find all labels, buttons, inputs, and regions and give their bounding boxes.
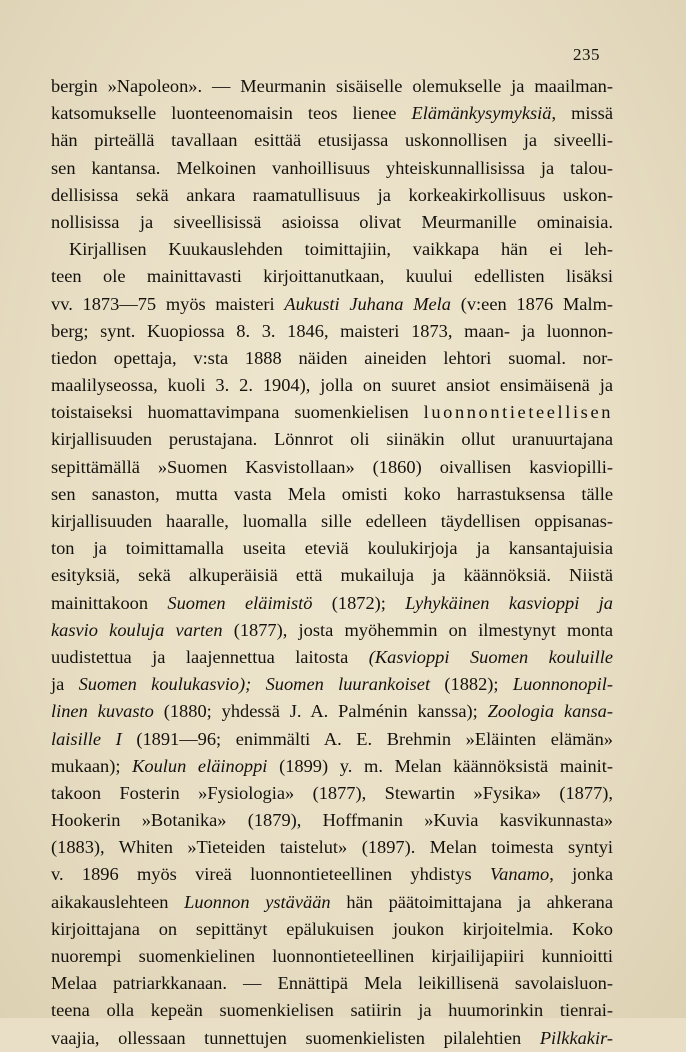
text-segment: v. 1896 myös vireä luonnontieteellinen yhdistys	[51, 864, 490, 885]
text-segment: uudistettua ja laajennettua laitosta	[51, 646, 369, 667]
italic-segment: kasvio kouluja varten	[51, 619, 223, 640]
text-segment: hän päätoimittajana ja ahkerana	[330, 891, 613, 912]
text-segment: kirjallisuuden haaralle, luomalla sille edelleen täydellisen oppisanas-	[51, 511, 613, 531]
text-segment: (1891—96; enimmälti A. E. Brehmin »Eläinten elämän»	[121, 728, 613, 749]
text-segment: mukaan);	[51, 755, 133, 776]
text-segment: (1872);	[312, 592, 406, 613]
text-segment: (1882);	[430, 674, 513, 695]
text-line	[51, 508, 613, 535]
text-segment: (1877), josta myöhemmin on ilmestynyt monta	[222, 619, 613, 640]
text-line	[51, 780, 613, 807]
text-line	[51, 209, 613, 236]
italic-segment: Elämänkysymyksiä	[411, 103, 552, 124]
text-segment: toistaiseksi huomattavimpana suomenkielisen	[51, 402, 424, 423]
italic-segment: Pilkkakir-	[539, 1027, 613, 1048]
body-text	[51, 73, 613, 1052]
text-line	[51, 943, 613, 970]
italic-segment: Zoologia kansa-	[487, 701, 613, 722]
text-line	[51, 127, 613, 154]
text-segment: dellisissa sekä ankara raamatullisuus ja korkeakirkollisuus uskon-	[51, 184, 613, 205]
text-line	[51, 644, 613, 671]
italic-segment: Suomen koulukasvio); Suomen luurankoiset	[78, 674, 431, 695]
page-number: 235	[573, 45, 600, 64]
text-line	[51, 916, 613, 943]
italic-segment: Aukusti Juhana Mela	[284, 293, 451, 314]
text-segment: mainittakoon	[51, 592, 168, 613]
text-segment: sepittämällä »Suomen Kasvistollaan» (1860) oivallisen kasviopilli-	[51, 456, 613, 477]
italic-segment: (Kasvioppi Suomen kouluille	[368, 646, 613, 667]
italic-segment: Koulun eläinoppi	[132, 755, 268, 776]
italic-segment: Luonnon ystävään	[184, 891, 331, 912]
text-segment: berg; synt. Kuopiossa 8. 3. 1846, maisteri 1873, maan- ja luonnon-	[51, 320, 613, 341]
italic-segment: Vanamo	[489, 864, 550, 885]
text-line	[51, 454, 613, 481]
italic-segment: Luonnonopil-	[512, 674, 614, 695]
text-line	[51, 590, 613, 617]
italic-segment: linen kuvasto	[51, 701, 154, 722]
text-line	[51, 698, 613, 725]
text-segment: Kirjallisen Kuukauslehden toimittajiin, vaikkapa hän ei leh-	[69, 239, 613, 260]
text-segment: sen sanaston, mutta vasta Mela omisti koko harrastuksensa tälle	[51, 483, 613, 504]
text-segment: vv. 1873—75 myös maisteri	[51, 293, 285, 314]
text-line	[51, 481, 613, 508]
text-segment: katsomukselle luonteenomaisin teos lienee	[51, 103, 412, 124]
text-line	[51, 562, 613, 589]
text-line	[51, 834, 613, 861]
text-line	[51, 970, 613, 997]
italic-segment: Lyhykäinen kasvioppi ja	[405, 592, 613, 613]
text-segment: teena olla kepeän suomenkielisen satiirin ja huumorinkin tienrai-	[51, 1000, 613, 1021]
text-line	[51, 807, 613, 834]
text-segment: (1899) y. m. Melan käännöksistä mainit-	[267, 755, 613, 776]
text-segment: , jonka	[549, 864, 613, 885]
text-line	[51, 671, 613, 698]
text-segment: bergin »Napoleon». — Meurmanin sisäiselle olemukselle ja maailman-	[51, 76, 613, 96]
text-line	[51, 997, 613, 1024]
text-line	[51, 372, 613, 399]
text-line	[51, 263, 613, 290]
text-segment: teen ole mainittavasti kirjoittanutkaan, kuului edellisten lisäksi	[51, 266, 613, 287]
text-segment: nuorempi suomenkielinen luonnontieteellinen kirjailijapiiri kunnioitti	[51, 946, 613, 966]
text-line	[51, 318, 613, 345]
text-segment: ja	[51, 674, 79, 695]
text-segment: esityksiä, sekä alkuperäisiä että mukailuja ja käännöksiä. Niistä	[51, 565, 613, 586]
text-line	[51, 1025, 613, 1052]
text-segment: (1880; yhdessä J. A. Palménin kanssa);	[153, 701, 488, 722]
italic-segment: laisille I	[51, 728, 122, 749]
text-line	[51, 73, 613, 100]
text-segment: vaajia, ollessaan tunnettujen suomenkielisten pilalehtien	[51, 1027, 540, 1048]
text-line	[51, 236, 613, 263]
text-segment: ton ja toimittamalla useita eteviä koulukirjoja ja kansantajuisia	[51, 538, 613, 559]
text-line	[51, 535, 613, 562]
text-line	[51, 345, 613, 372]
text-segment: hän pirteällä tavallaan esittää etusijassa uskonnollisen ja siveelli-	[51, 130, 613, 151]
text-segment: Melaa patriarkkanaan. — Ennättipä Mela leikillisenä savolaisluon-	[51, 973, 613, 994]
text-line	[51, 726, 613, 753]
text-segment: tiedon opettaja, v:sta 1888 näiden aineiden lehtori suomal. nor-	[51, 347, 613, 368]
text-segment: aikakauslehteen	[51, 891, 185, 912]
text-line	[51, 155, 613, 182]
text-line	[51, 889, 613, 916]
text-line	[51, 617, 613, 644]
text-line	[51, 753, 613, 780]
text-segment: (1883), Whiten »Tieteiden taistelut» (1897). Melan toimesta syntyi	[51, 837, 613, 858]
text-segment: nollisissa ja siveellisissä asioissa olivat Meurmanille ominaisia.	[51, 211, 613, 232]
text-segment: (v:een 1876 Malm-	[451, 293, 614, 314]
text-segment: takoon Fosterin »Fysiologia» (1877), Stewartin »Fysika» (1877),	[51, 782, 613, 803]
text-line	[51, 100, 613, 127]
text-line	[51, 182, 613, 209]
text-line	[51, 426, 613, 453]
spaced-segment: luonnontieteellisen	[423, 402, 613, 423]
text-segment: maalilyseossa, kuoli 3. 2. 1904), jolla on suuret ansiot ensimäisenä ja	[51, 375, 613, 396]
text-segment: sen kantansa. Melkoinen vanhoillisuus yhteiskunnallisissa ja talou-	[51, 157, 613, 178]
text-line	[51, 399, 613, 426]
text-segment: kirjallisuuden perustajana. Lönnrot oli siinäkin ollut uranuurtajana	[51, 429, 613, 450]
text-segment: , missä	[551, 103, 613, 124]
text-line	[51, 861, 613, 888]
text-line	[51, 291, 613, 318]
italic-segment: Suomen eläimistö	[167, 592, 313, 613]
text-segment: kirjoittajana on sepittänyt epälukuisen joukon kirjoitelmia. Koko	[51, 918, 613, 939]
text-segment: Hookerin »Botanika» (1879), Hoffmanin »Kuvia kasvikunnasta»	[51, 810, 613, 831]
